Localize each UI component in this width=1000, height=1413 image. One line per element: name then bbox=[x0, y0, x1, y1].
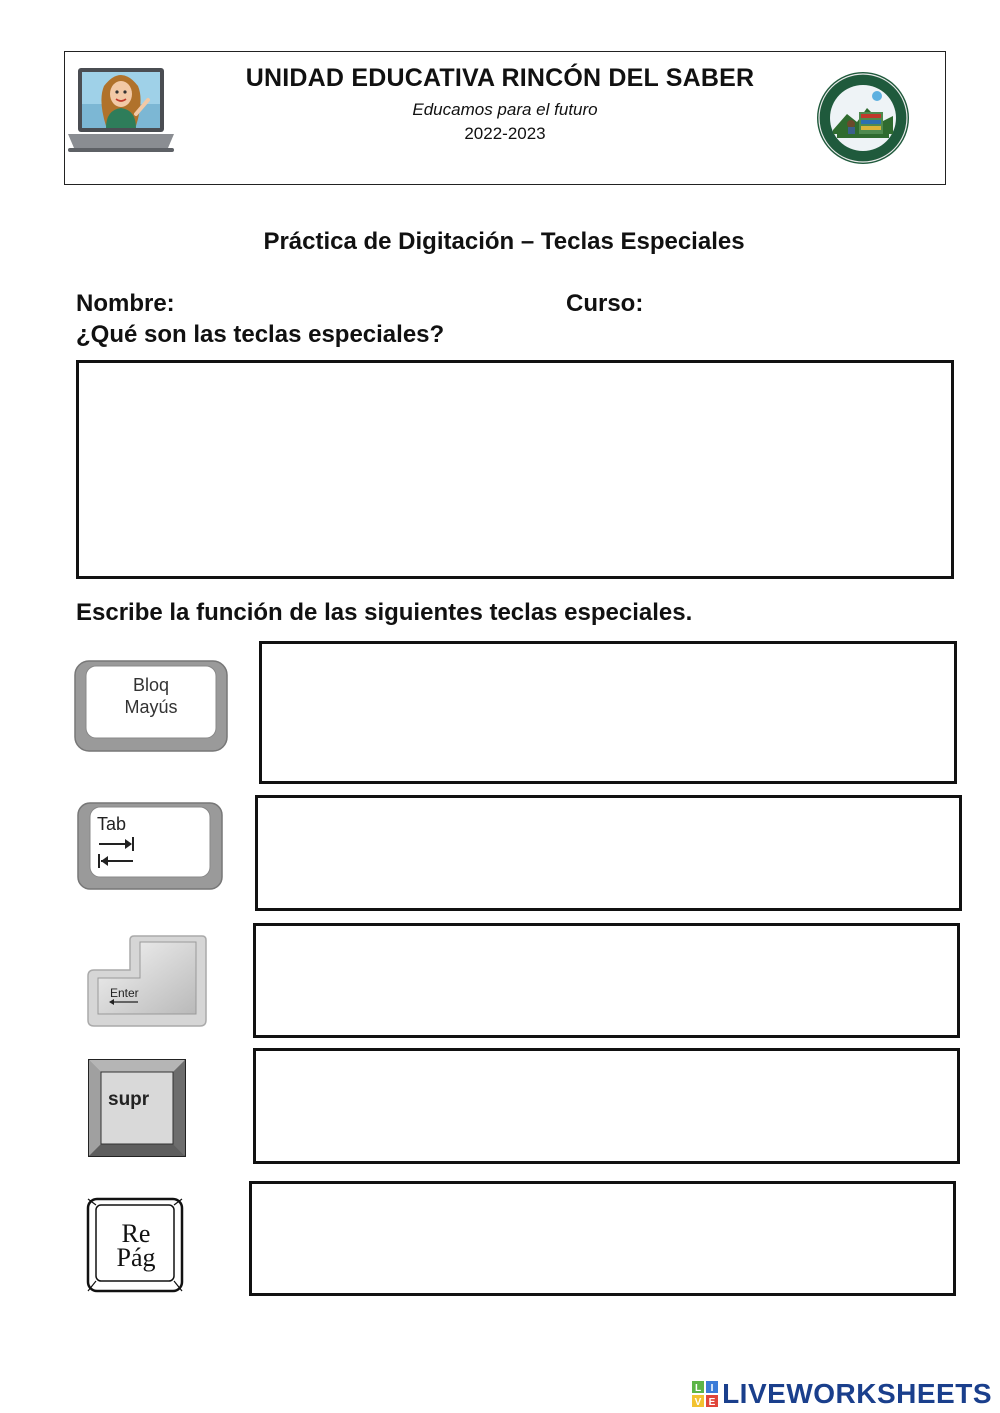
liveworksheets-logo bbox=[692, 1377, 992, 1411]
instruction-text: Escribe la función de las siguientes teclas especiales. bbox=[76, 599, 693, 626]
logo-letter-v: V bbox=[694, 1397, 702, 1407]
logo-letter-e: E bbox=[708, 1397, 716, 1407]
re-pag-key-line2: Pág bbox=[116, 1243, 156, 1272]
worksheet-title: Práctica de Digitación – Teclas Especiales bbox=[263, 228, 745, 255]
bloq-mayus-key-line1: Bloq bbox=[132, 675, 170, 695]
liveworksheets-brand-text[interactable]: LIVEWORKSHEETS bbox=[722, 1378, 992, 1409]
bloq-mayus-answer-box[interactable] bbox=[259, 641, 957, 784]
tab-key-image bbox=[77, 802, 223, 892]
school-seal-logo bbox=[815, 70, 911, 166]
name-label: Nombre: bbox=[76, 290, 175, 317]
bloq-mayus-key-line2: Mayús bbox=[124, 697, 178, 717]
school-name: UNIDAD EDUCATIVA RINCÓN DEL SABER bbox=[245, 64, 755, 92]
definition-answer-box[interactable] bbox=[76, 360, 954, 579]
re-pag-key-line1: Re bbox=[121, 1219, 151, 1248]
supr-answer-box[interactable] bbox=[253, 1048, 960, 1164]
enter-key-image bbox=[86, 934, 208, 1028]
enter-answer-box[interactable] bbox=[253, 923, 960, 1038]
liveworksheets-grid-icon bbox=[692, 1381, 718, 1407]
school-motto: Educamos para el futuro bbox=[412, 100, 598, 119]
re-pag-key-image bbox=[86, 1197, 184, 1293]
supr-key-image bbox=[88, 1059, 186, 1157]
course-label: Curso: bbox=[566, 290, 644, 317]
supr-key-label: supr bbox=[108, 1089, 150, 1110]
logo-letter-l: L bbox=[695, 1383, 702, 1394]
re-pag-answer-box[interactable] bbox=[249, 1181, 956, 1296]
school-year: 2022-2023 bbox=[464, 124, 546, 143]
bloq-mayus-key-image bbox=[74, 660, 228, 752]
tab-key-label: Tab bbox=[97, 814, 127, 834]
logo-letter-i: I bbox=[710, 1383, 714, 1394]
question-what-are-special-keys: ¿Qué son las teclas especiales? bbox=[76, 321, 445, 348]
enter-key-label: Enter bbox=[110, 986, 139, 1000]
tab-answer-box[interactable] bbox=[255, 795, 962, 911]
